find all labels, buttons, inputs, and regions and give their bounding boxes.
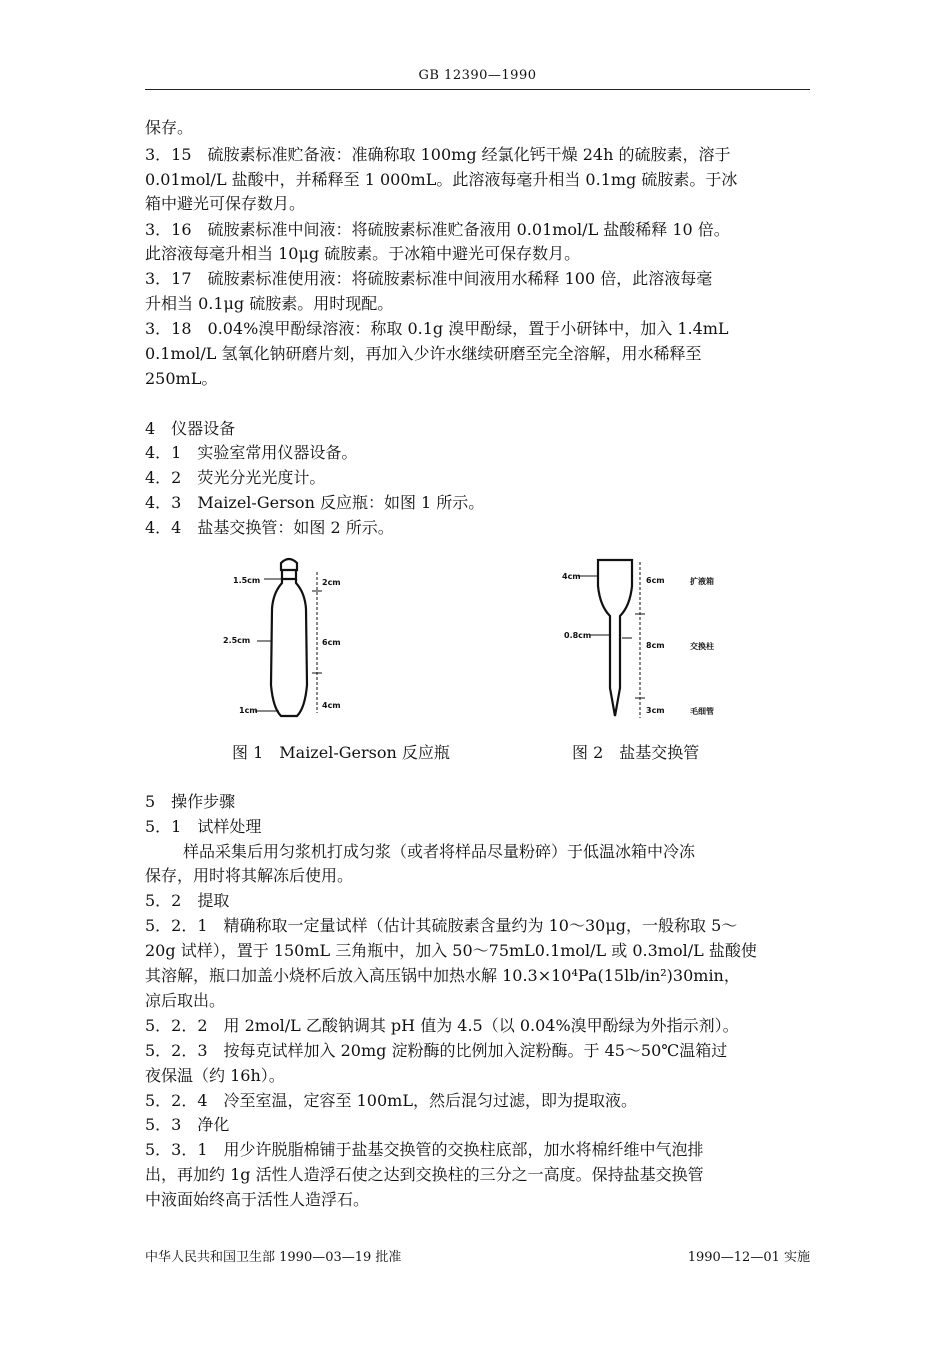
footer-effective: 1990—12—01 实施 xyxy=(687,1250,810,1265)
text-line: 20g 试样），置于 150mL 三角瓶中，加入 50～75mL0.1mol/L 或 0.3mol/L 盐酸使 xyxy=(145,941,757,960)
text-line: 5．2．3 按每克试样加入 20mg 淀粉酶的比例加入淀粉酶。于 45～50℃温箱过 xyxy=(145,1041,728,1060)
text-line: 0.01mol/L 盐酸中，并稀释至 1 000mL。此溶液每毫升相当 0.1mg 硫胺素。于冰 xyxy=(145,170,738,189)
text-line: 250mL。 xyxy=(145,369,218,388)
text-line: 样品采集后用匀浆机打成匀浆（或者将样品尽量粉碎）于低温冰箱中冷冻 xyxy=(183,842,696,861)
text-line: 3．17 硫胺素标准使用液：将硫胺素标准中间液用水稀释 100 倍，此溶液每毫 xyxy=(145,269,713,288)
text-line: 0.1mol/L 氢氧化钠研磨片刻，再加入少许水继续研磨至完全溶解，用水稀释至 xyxy=(145,344,702,363)
fig1-label: 6cm xyxy=(322,638,341,647)
text-line: 5．2 提取 xyxy=(145,891,230,910)
fig2-label: 4cm xyxy=(562,572,581,581)
text-line: 4．4 盐基交换管：如图 2 所示。 xyxy=(145,518,394,537)
text-line: 夜保温（约 16h）。 xyxy=(145,1066,285,1085)
text-line: 出，再加约 1g 活性人造浮石使之达到交换柱的三分之一高度。保持盐基交换管 xyxy=(145,1165,704,1184)
text-line: 保存。 xyxy=(145,118,194,137)
text-line: 此溶液每毫升相当 10μg 硫胺素。于冰箱中避光可保存数月。 xyxy=(145,244,581,263)
text-line: 其溶解，瓶口加盖小烧杯后放入高压锅中加热水解 10.3×10⁴Pa(15lb/in²)30min， xyxy=(145,966,740,985)
text-line: 箱中避光可保存数月。 xyxy=(145,194,306,213)
figure2-caption: 图 2 盐基交换管 xyxy=(572,743,700,762)
text-line: 4．1 实验室常用仪器设备。 xyxy=(145,443,358,462)
text-line: 5．1 试样处理 xyxy=(145,817,262,836)
page-header: GB 12390—1990 xyxy=(418,68,537,83)
fig1-label: 4cm xyxy=(322,701,341,710)
text-line: 5．2．4 冷至室温，定容至 100mL，然后混匀过滤，即为提取液。 xyxy=(145,1091,637,1110)
footer-approval: 中华人民共和国卫生部 1990—03—19 批准 xyxy=(145,1250,402,1265)
text-line: 5．3 净化 xyxy=(145,1115,230,1134)
text-line: 3．16 硫胺素标准中间液：将硫胺素标准贮备液用 0.01mol/L 盐酸稀释 10 倍。 xyxy=(145,220,730,239)
text-line: 5．3．1 用少许脱脂棉铺于盐基交换管的交换柱底部，加水将棉纤维中气泡排 xyxy=(145,1140,704,1159)
fig2-label: 扩液箱 xyxy=(690,577,714,586)
text-line: 5．2．2 用 2mol/L 乙酸钠调其 pH 值为 4.5（以 0.04%溴甲酚绿为外指示剂）。 xyxy=(145,1016,739,1035)
figure2-diagram xyxy=(520,548,750,728)
figure1-diagram xyxy=(215,553,365,723)
header-rule xyxy=(145,89,810,90)
fig2-label: 0.8cm xyxy=(564,631,592,640)
fig2-label: 毛细管 xyxy=(690,707,714,716)
fig1-label: 2.5cm xyxy=(223,636,251,645)
fig2-label: 6cm xyxy=(646,576,665,585)
text-line: 升相当 0.1μg 硫胺素。用时现配。 xyxy=(145,294,394,313)
text-line: 凉后取出。 xyxy=(145,991,226,1010)
fig2-label: 交换柱 xyxy=(690,642,714,651)
text-line: 3．15 硫胺素标准贮备液：准确称取 100mg 经氯化钙干燥 24h 的硫胺素，溶于 xyxy=(145,145,731,164)
text-line: 3．18 0.04%溴甲酚绿溶液：称取 0.1g 溴甲酚绿，置于小研钵中，加入 1.4mL xyxy=(145,319,729,338)
fig1-label: 1.5cm xyxy=(233,576,261,585)
text-line: 保存，用时将其解冻后使用。 xyxy=(145,866,354,885)
fig1-label: 1cm xyxy=(239,706,258,715)
fig2-label: 8cm xyxy=(646,641,665,650)
text-line: 4．2 荧光分光光度计。 xyxy=(145,468,326,487)
section-heading: 4 仪器设备 xyxy=(145,419,236,438)
section-heading: 5 操作步骤 xyxy=(145,792,236,811)
text-line: 4．3 Maizel-Gerson 反应瓶：如图 1 所示。 xyxy=(145,493,485,512)
fig2-label: 3cm xyxy=(646,706,665,715)
text-line: 中液面始终高于活性人造浮石。 xyxy=(145,1190,370,1209)
figure1-caption: 图 1 Maizel-Gerson 反应瓶 xyxy=(232,743,450,762)
fig1-label: 2cm xyxy=(322,578,341,587)
text-line: 5．2．1 精确称取一定量试样（估计其硫胺素含量约为 10～30μg，一般称取 5～ xyxy=(145,916,738,935)
